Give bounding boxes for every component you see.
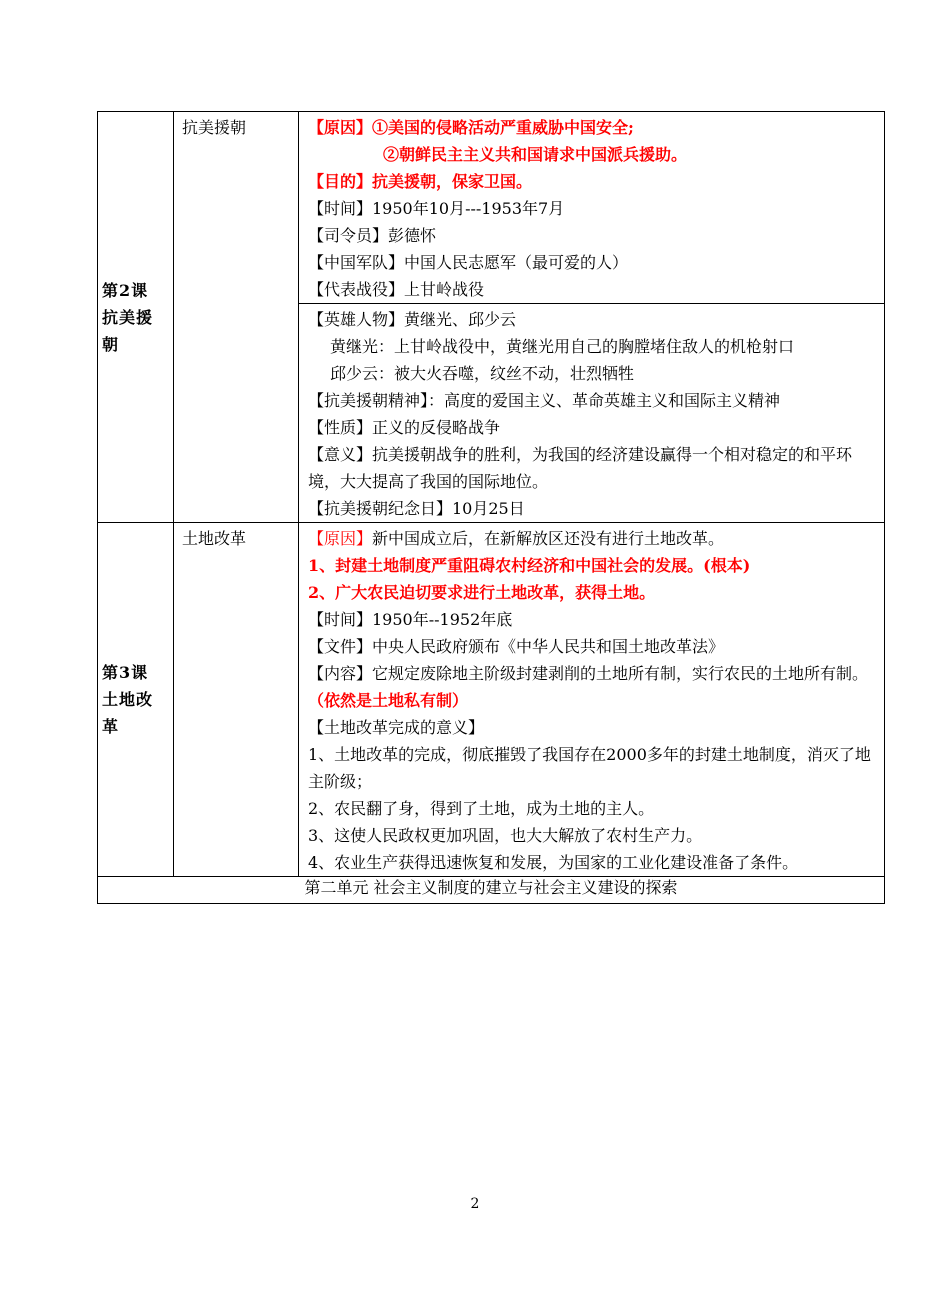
time-line: 【时间】1950年10月---1953年7月	[308, 199, 565, 218]
reform-cause-line	[308, 525, 878, 552]
reform-significance-3: 3、这使人民政权更加巩固，也大大解放了农村生产力。	[308, 826, 703, 845]
history-notes-table	[97, 111, 885, 904]
reform-significance-2: 2、农民翻了身，得到了土地，成为土地的主人。	[308, 799, 655, 818]
lesson-3-title: 第3课 土地改 革	[98, 523, 174, 877]
significance-line: 【意义】抗美援朝战争的胜利，为我国的经济建设赢得一个相对稳定的和平环境，大大提高了我国的国际地位。	[308, 445, 853, 491]
unit-title: 第二单元 社会主义制度的建立与社会主义建设的探索	[98, 877, 885, 904]
nature-line: 【性质】正义的反侵略战争	[308, 418, 501, 437]
qiu-shaoyun-line: 邱少云：被大火吞噬，纹丝不动，壮烈牺牲	[330, 364, 635, 383]
army-line: 【中国军队】中国人民志愿军（最可爱的人）	[308, 253, 629, 272]
lesson-3-topic: 土地改革	[174, 523, 299, 877]
cause-line-2: ②朝鲜民主主义共和国请求中国派兵援助。	[383, 145, 688, 164]
content-text: 【内容】它规定废除地主阶级封建剥削的土地所有制，实行农民的土地所有制。	[308, 664, 869, 683]
commander-line: 【司令员】彭德怀	[308, 226, 437, 245]
lesson-2-topic: 抗美援朝	[174, 112, 299, 523]
reform-document-line: 【文件】中央人民政府颁布《中华人民共和国土地改革法》	[308, 637, 725, 656]
lesson-2-row-a	[98, 112, 885, 304]
cause-line-1: 【原因】①美国的侵略活动严重威胁中国安全;	[308, 118, 634, 137]
reform-reason-1: 1、封建土地制度严重阻碍农村经济和中国社会的发展。(根本)	[308, 556, 751, 575]
unit-title-row	[98, 877, 885, 904]
reform-significance-title: 【土地改革完成的意义】	[308, 718, 485, 737]
reform-significance-4: 4、农业生产获得迅速恢复和发展，为国家的工业化建设准备了条件。	[308, 853, 799, 872]
lesson-2-title: 第2课 抗美援 朝	[98, 112, 174, 523]
cause-text: 新中国成立后，在新解放区还没有进行土地改革。	[372, 529, 725, 548]
memorial-day-line: 【抗美援朝纪念日】10月25日	[308, 499, 525, 518]
reform-content-line	[308, 660, 878, 714]
lesson-2-block-1	[299, 112, 885, 304]
reform-time-line: 【时间】1950年--1952年底	[308, 610, 513, 629]
purpose-line: 【目的】抗美援朝，保家卫国。	[308, 172, 533, 191]
lesson-3-row	[98, 523, 885, 877]
reform-reason-2: 2、广大农民迫切要求进行土地改革，获得土地。	[308, 583, 656, 602]
lesson-3-block	[299, 523, 885, 877]
spirit-line: 【抗美援朝精神】：高度的爱国主义、革命英雄主义和国际主义精神	[308, 391, 781, 410]
lesson-2-block-2	[299, 304, 885, 523]
cause-tag: 【原因】	[308, 529, 373, 548]
huang-jiguang-line: 黄继光：上甘岭战役中，黄继光用自己的胸膛堵住敌人的机枪射口	[330, 337, 795, 356]
page-number: 2	[470, 1196, 480, 1212]
content-note: （依然是土地私有制）	[308, 691, 469, 710]
heroes-line: 【英雄人物】黄继光、邱少云	[308, 310, 517, 329]
reform-significance-1: 1、土地改革的完成，彻底摧毁了我国存在2000多年的封建土地制度，消灭了地主阶级；	[308, 745, 871, 791]
battle-line: 【代表战役】上甘岭战役	[308, 280, 485, 299]
